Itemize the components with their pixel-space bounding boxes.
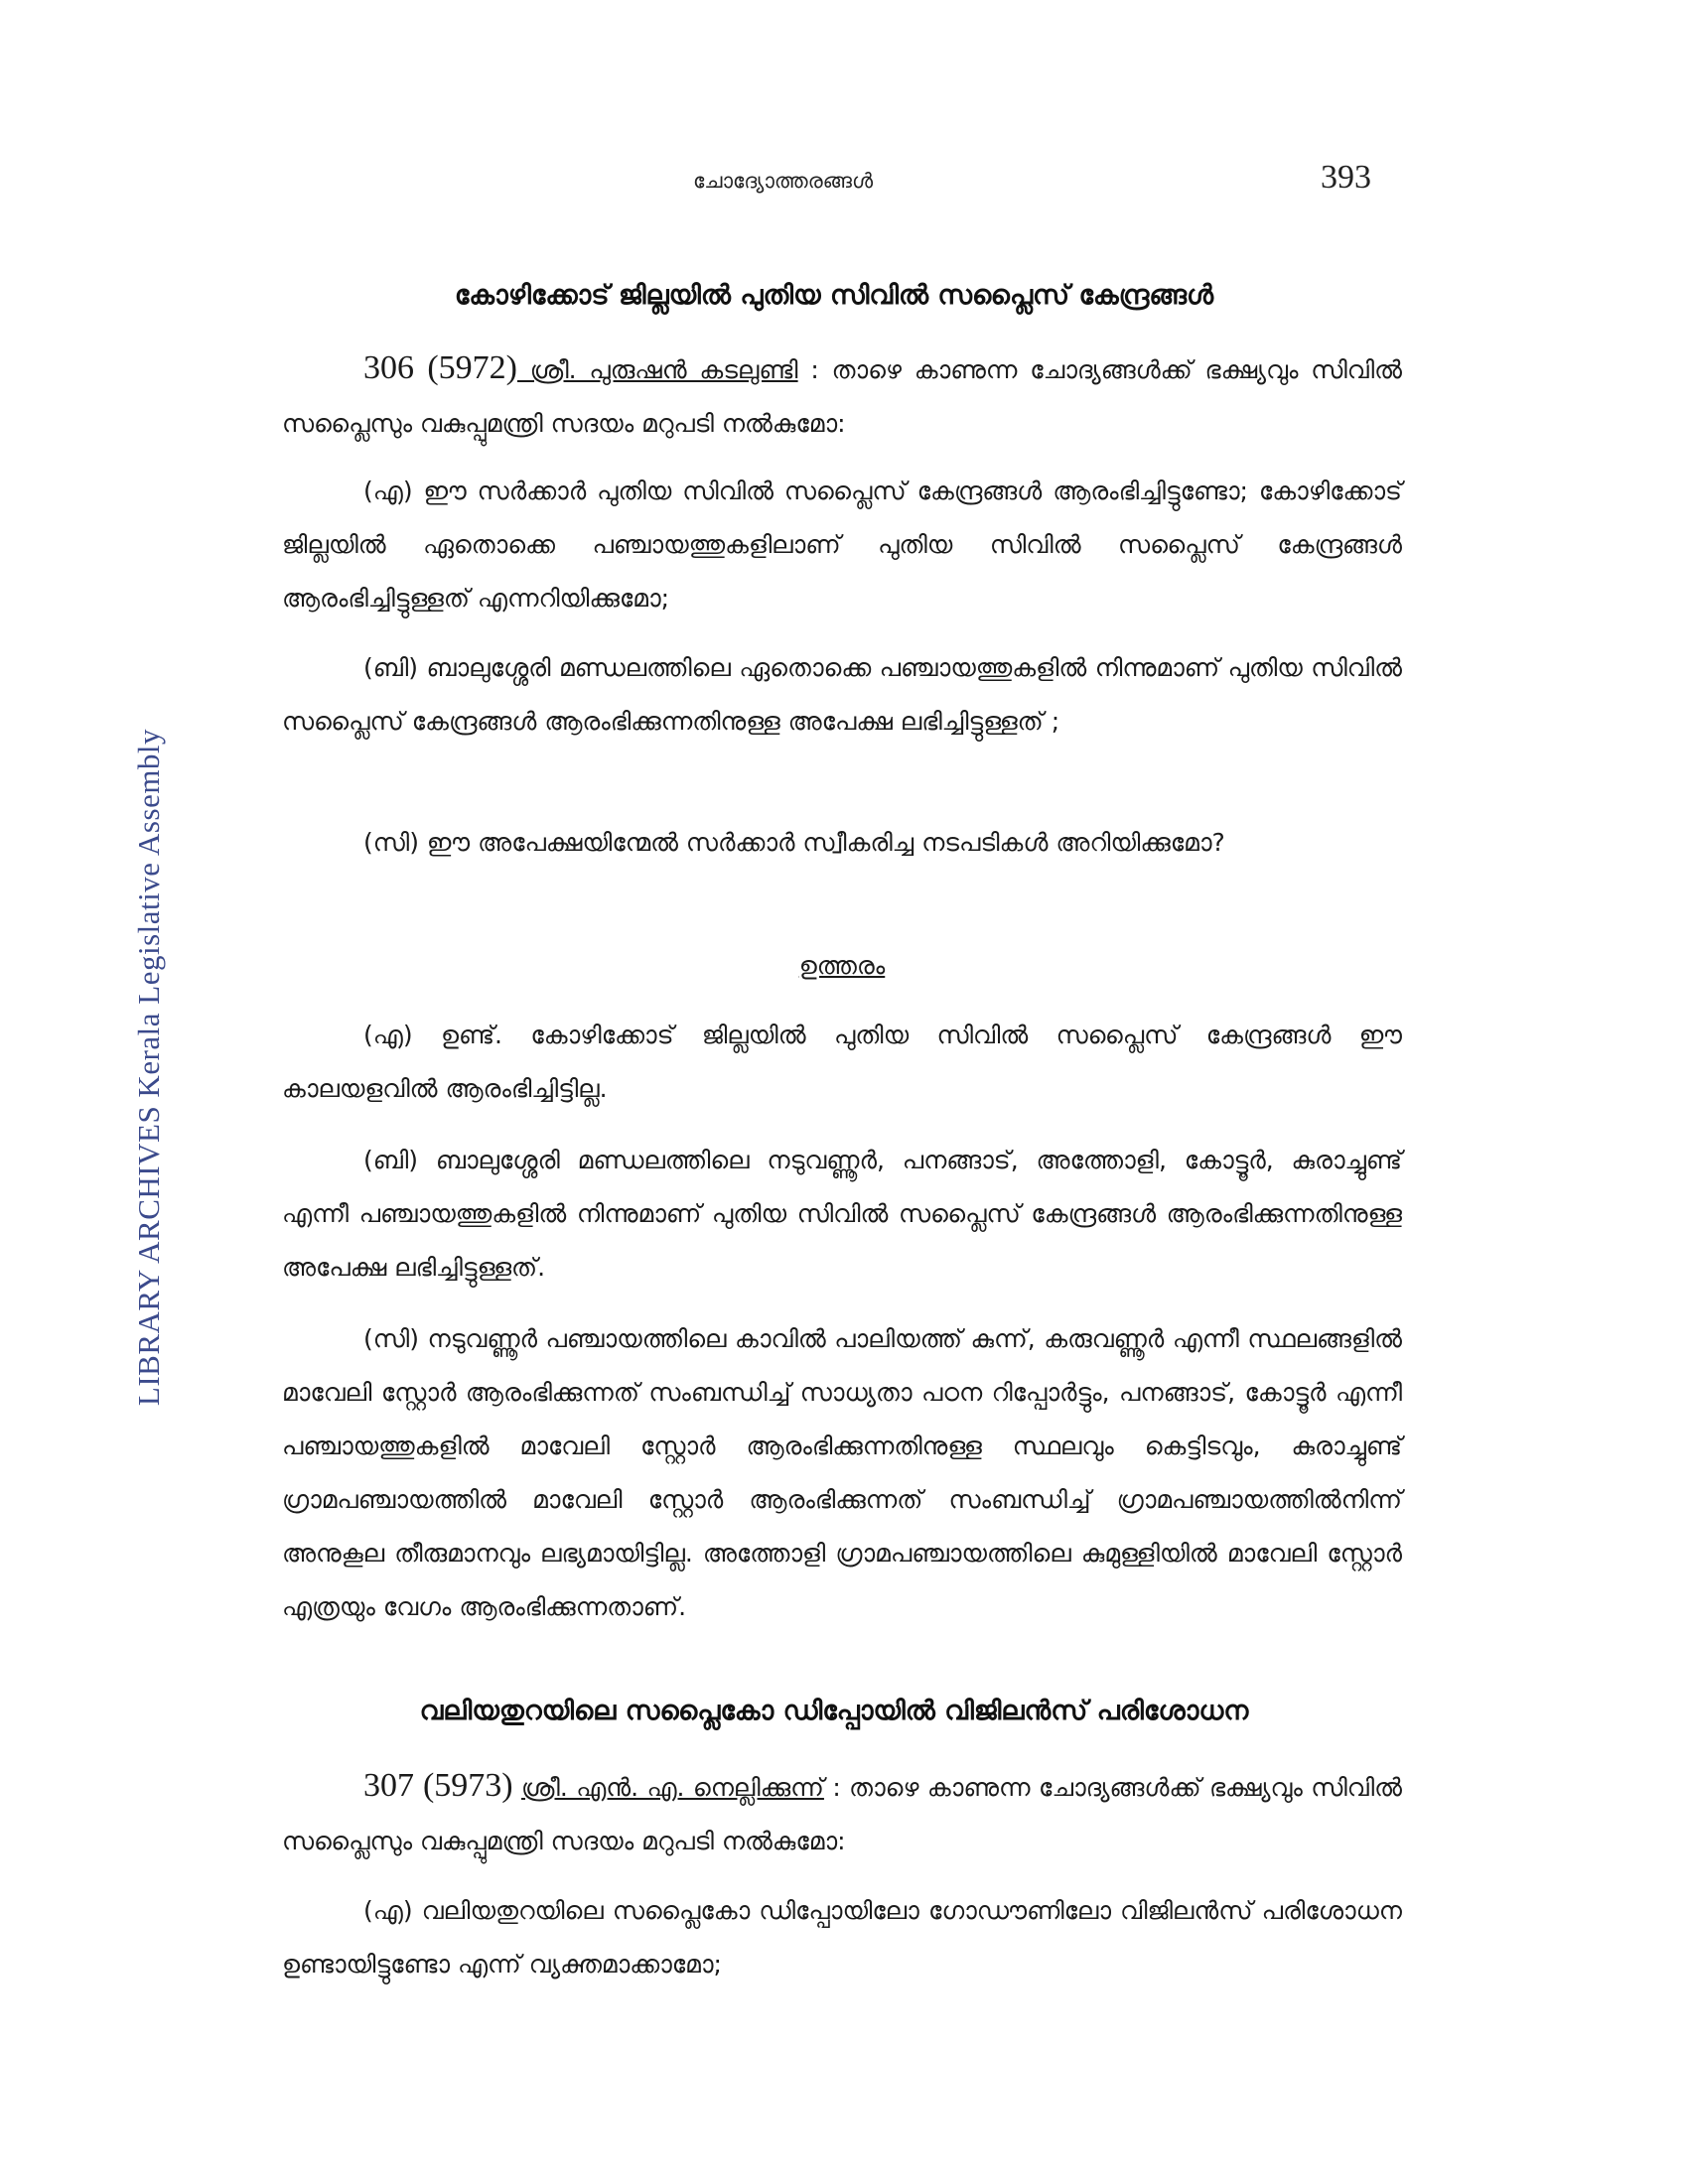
question-306-part-b: (ബി) ബാലുശ്ശേരി മണ്ഡലത്തിലെ ഏതൊക്കെ പഞ്ചായത്തുകളിൽ നിന്നുമാണ് പുതിയ സിവിൽ സപ്ലൈസ് കേന്ദ്രങ്ങൾ ആരംഭിക്കുന്നതിനുള്ള അപേക്ഷ ലഭിച്ചിട്ടുള്ളത് ;: [282, 653, 1402, 736]
question-306-member: ശ്രീ. പുരുഷൻ കടലുണ്ടി: [516, 355, 798, 384]
question-306-part-a: (എ) ഈ സർക്കാർ പുതിയ സിവിൽ സപ്ലൈസ് കേന്ദ്രങ്ങൾ ആരംഭിച്ചിട്ടുണ്ടോ; കോഴിക്കോട് ജില്ലയിൽ ഏതൊക്കെ പഞ്ചായത്തുകളിലാണ് പുതിയ സിവിൽ സപ്ലൈസ് കേന്ദ്രങ്ങൾ ആരംഭിച്ചിട്ടുള്ളത് എന്നറിയിക്കുമോ;: [282, 477, 1402, 613]
question-307-heading: വലിയതുറയിലെ സപ്ലൈകോ ഡിപ്പോയിൽ വിജിലൻസ് പരിശോധന: [419, 1696, 1249, 1726]
running-head: ചോദ്യോത്തരങ്ങൾ: [693, 169, 874, 193]
question-307-member: ശ്രീ. എൻ. എ. നെല്ലിക്കുന്ന്: [521, 1773, 824, 1802]
question-307-intro-text: : താഴെ കാണുന്ന ചോദ്യങ്ങൾക്ക് ഭക്ഷ്യവും സിവിൽ സപ്ലൈസും വകുപ്പുമന്ത്രി സദയം മറുപടി നൽകുമോ:: [282, 1773, 1402, 1855]
question-307-part-a: (എ) വലിയതുറയിലെ സപ്ലൈകോ ഡിപ്പോയിലോ ഗോഡൗണിലോ വിജിലൻസ് പരിശോധന ഉണ്ടായിട്ടുണ്ടോ എന്ന് വ്യക്തമാക്കാമോ;: [282, 1896, 1402, 1979]
question-306-number: 306 (5972): [363, 349, 517, 386]
answer-306-b: (ബി) ബാലുശ്ശേരി മണ്ഡലത്തിലെ നടുവണ്ണൂർ, പനങ്ങാട്, അത്തോളി, കോട്ടൂർ, കുരാച്ചുണ്ട് എന്നീ പഞ്ചായത്തുകളിൽ നിന്നുമാണ് പുതിയ സിവിൽ സപ്ലൈസ് കേന്ദ്രങ്ങൾ ആരംഭിക്കുന്നതിനുള്ള അപേക്ഷ ലഭിച്ചിട്ടുള്ളത്.: [282, 1146, 1402, 1282]
question-306-part-c: (സി) ഈ അപേക്ഷയിന്മേൽ സർക്കാർ സ്വീകരിച്ച നടപടികൾ അറിയിക്കുമോ?: [363, 828, 1225, 857]
question-307-number: 307 (5973): [363, 1767, 513, 1804]
answer-306-c: (സി) നടുവണ്ണൂർ പഞ്ചായത്തിലെ കാവിൽ പാലിയത്ത് കുന്ന്, കരുവണ്ണൂർ എന്നീ സ്ഥലങ്ങളിൽ മാവേലി സ്റ്റോർ ആരംഭിക്കുന്നത് സംബന്ധിച്ച് സാധ്യതാ പഠന റിപ്പോർട്ടും, പനങ്ങാട്, കോട്ടൂർ എന്നീ പഞ്ചായത്തുകളിൽ മാവേലി സ്റ്റോർ ആരംഭിക്കുന്നതിനുള്ള സ്ഥലവും കെട്ടിടവും, കുരാച്ചുണ്ട് ഗ്രാമപഞ്ചായത്തിൽ മാവേലി സ്റ്റോർ ആരംഭിക്കുന്നത് സംബന്ധിച്ച് ഗ്രാമപഞ്ചായത്തിൽനിന്ന് അനുകൂല തീരുമാനവും ലഭ്യമായിട്ടില്ല. അത്തോളി ഗ്രാമപഞ്ചായത്തിലെ കുമുള്ളിയിൽ മാവേലി സ്റ്റോർ എത്രയും വേഗം ആരംഭിക്കുന്നതാണ്.: [282, 1324, 1402, 1621]
answer-306-a: (എ) ഉണ്ട്. കോഴിക്കോട് ജില്ലയിൽ പുതിയ സിവിൽ സപ്ലൈസ് കേന്ദ്രങ്ങൾ ഈ കാലയളവിൽ ആരംഭിച്ചിട്ടില്ല.: [282, 1021, 1402, 1103]
library-archives-watermark: LIBRARY ARCHIVES Kerala Legislative Assembly: [131, 728, 166, 1407]
page-number: 393: [1321, 159, 1371, 196]
question-307-intro: [282, 1759, 1402, 1868]
question-306-intro: [282, 341, 1402, 451]
answer-heading: ഉത്തരം: [798, 951, 886, 980]
question-306-heading: കോഴിക്കോട് ജില്ലയിൽ പുതിയ സിവിൽ സപ്ലൈസ് കേന്ദ്രങ്ങൾ: [454, 280, 1214, 311]
question-306-intro-text: : താഴെ കാണുന്ന ചോദ്യങ്ങൾക്ക് ഭക്ഷ്യവും സിവിൽ സപ്ലൈസും വകുപ്പുമന്ത്രി സദയം മറുപടി നൽകുമോ:: [282, 355, 1402, 438]
